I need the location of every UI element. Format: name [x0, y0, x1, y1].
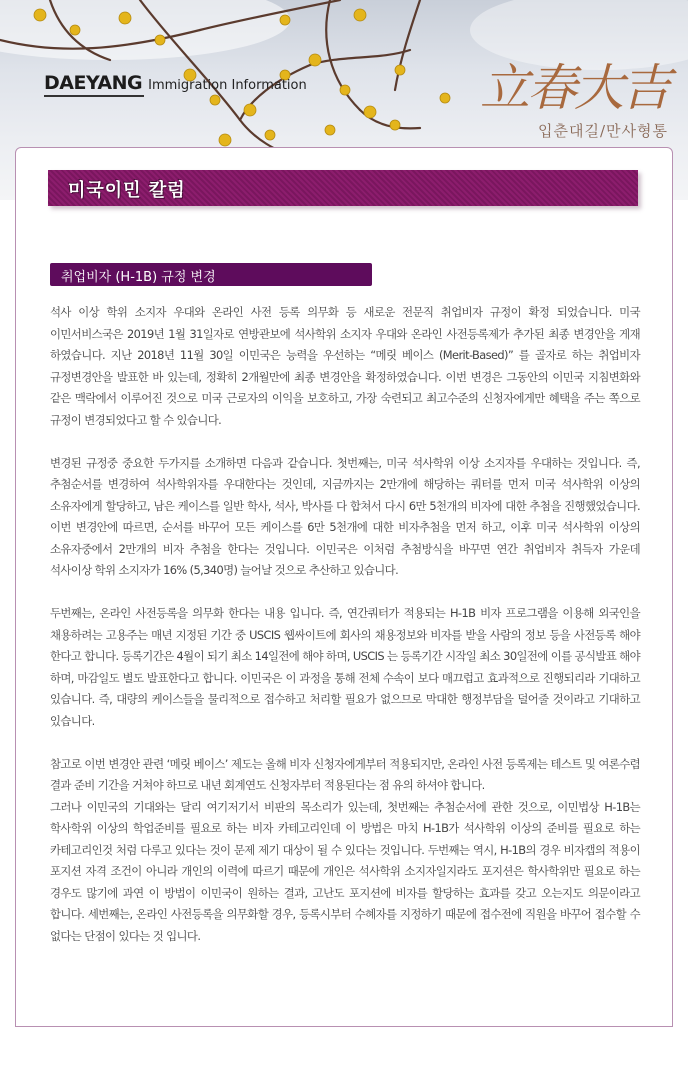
seal-subtitle: 입춘대길/만사형통 [538, 122, 668, 140]
seal-calligraphy: 立春大吉 [480, 59, 668, 117]
brand-name: DAEYANG [44, 72, 143, 94]
section-title: 미국이민 칼럼 [68, 180, 186, 201]
article-paragraph: 그러나 이민국의 기대와는 달리 여기저기서 비판의 목소리가 있는데, 첫번째는 추첨순서에 관한 것으로, 이민법상 H-1B는 학사학위 이상의 학업준비를 필요로 하는 비자 카테고리인데 이 방법은 마치 H-1B가 석사학위 이상의 준비를 필요로 하는 카테고리인것 처럼 다루고 있다는 것이 문제 제기 대상이 될 수 있다는 것입니다. 두번째는 역시, H-1B의 경우 비자캡의 적용이 포지션 자격 조건이 아니라 개인의 이력에 따르기 때문에 개인은 석사학위 소지자일지라도 포지션은 학사학위만 필요로 하는 경우도 많기에 과연 이 방법이 이민국이 원하는 결과, 고난도 포지션에 비자를 할당하는 효과를 갖고 오는지도 의문이라고 합니다. 세번째는, 온라인 사전등록을 의무화할 경우, 등록시부터 수혜자를 지정하기 때문에 접수전에 직원을 바꾸어 접수할 수 없다는 단점이 있다는 것 입니다. [50, 799, 640, 943]
article-subheading-text: 취업비자 (H-1B) 규정 변경 [61, 270, 216, 285]
brand-logo [44, 72, 307, 94]
article-paragraph: 두번째는, 온라인 사전등록을 의무화 한다는 내용 입니다. 즉, 연간쿼터가 적용되는 H-1B 비자 프로그램을 이용해 외국인을 채용하려는 고용주는 매년 지정된 기간 중 USCIS 웹싸이트에 회사의 채용정보와 비자를 받을 사람의 정보 등을 사전등록 해야 한다고 합니다. 등록기간은 4월이 되기 최소 14일전에 해야 하며, USCIS 는 등록기간 시작일 최소 30일전에 이를 공식발표 해야 하며, 마감일도 별도 발표한다고 합니다. 이민국은 이 과정을 통해 전체 수속이 보다 매끄럽고 효과적으로 진행되리라 기대하고 있습니다. 즉, 대량의 케이스들을 물리적으로 접수하고 처리할 필요가 없으므로 막대한 행정부담을 덜어줄 것이라고 기대하고 있습니다. [50, 606, 640, 728]
article-body [50, 302, 640, 969]
brand-subtitle: Immigration Information [148, 78, 307, 93]
section-banner [48, 170, 638, 206]
article-paragraph: 석사 이상 학위 소지자 우대와 온라인 사전 등록 의무화 등 새로운 전문직 취업비자 규정이 확정 되었습니다. 미국 이민서비스국은 2019년 1월 31일자로 연방관보에 석사학위 소지자 우대와 온라인 사전등록제가 추가된 최종 변경안을 게재 하였습니다. 지난 2018년 11월 30일 이민국은 능력을 우선하는 “메릿 베이스 (Merit-Based)” 를 골자로 하는 취업비자 규정변경안을 발표한 바 있는데, 정확히 2개월만에 최종 변경안을 확정하였습니다. 이번 변경은 그동안의 이민국 지침변화와 같은 맥락에서 이루어진 것으로 미국 근로자의 이익을 보호하고, 가장 숙련되고 최고수준의 신청자에게만 혜택을 주는 쪽으로 규정이 변경되었다고 할 수 있습니다. [50, 305, 640, 427]
article-paragraph: 참고로 이번 변경안 관련 ‘메릿 베이스’ 제도는 올해 비자 신청자에게부터 적용되지만, 온라인 사전 등록제는 테스트 및 여론수렴 결과 준비 기간을 거쳐야 하므로 내년 회계연도 신청자부터 적용된다는 점 유의 하셔야 합니다. [50, 756, 640, 792]
article-paragraph: 변경된 규정중 중요한 두가지를 소개하면 다음과 같습니다. 첫번째는, 미국 석사학위 이상 소지자를 우대하는 것입니다. 즉, 추첨순서를 변경하여 석사학위자를 우대한다는 것인데, 지금까지는 2만개에 해당하는 쿼터를 먼저 미국 석사학위 이상의 소유자에게 할당하고, 남은 케이스를 일반 학사, 석사, 박사를 다 합쳐서 다시 6만 5천개의 비자에 대한 추첨을 진행했었습니다. 이번 변경안에 따르면, 순서를 바꾸어 모든 케이스를 6만 5천개에 대한 비자추첨을 먼저 하고, 이후 미국 석사학위 이상의 소유자중에서 2만개의 비자 추첨을 한다는 것입니다. 이민국은 이처럼 추첨방식을 바꾸면 연간 취업비자 취득자 가운데 석사이상 학위 소지자가 16% (5,340명) 늘어날 것으로 추산하고 있습니다. [50, 455, 640, 577]
article-subheading [50, 263, 372, 286]
brand-underline [44, 95, 144, 97]
